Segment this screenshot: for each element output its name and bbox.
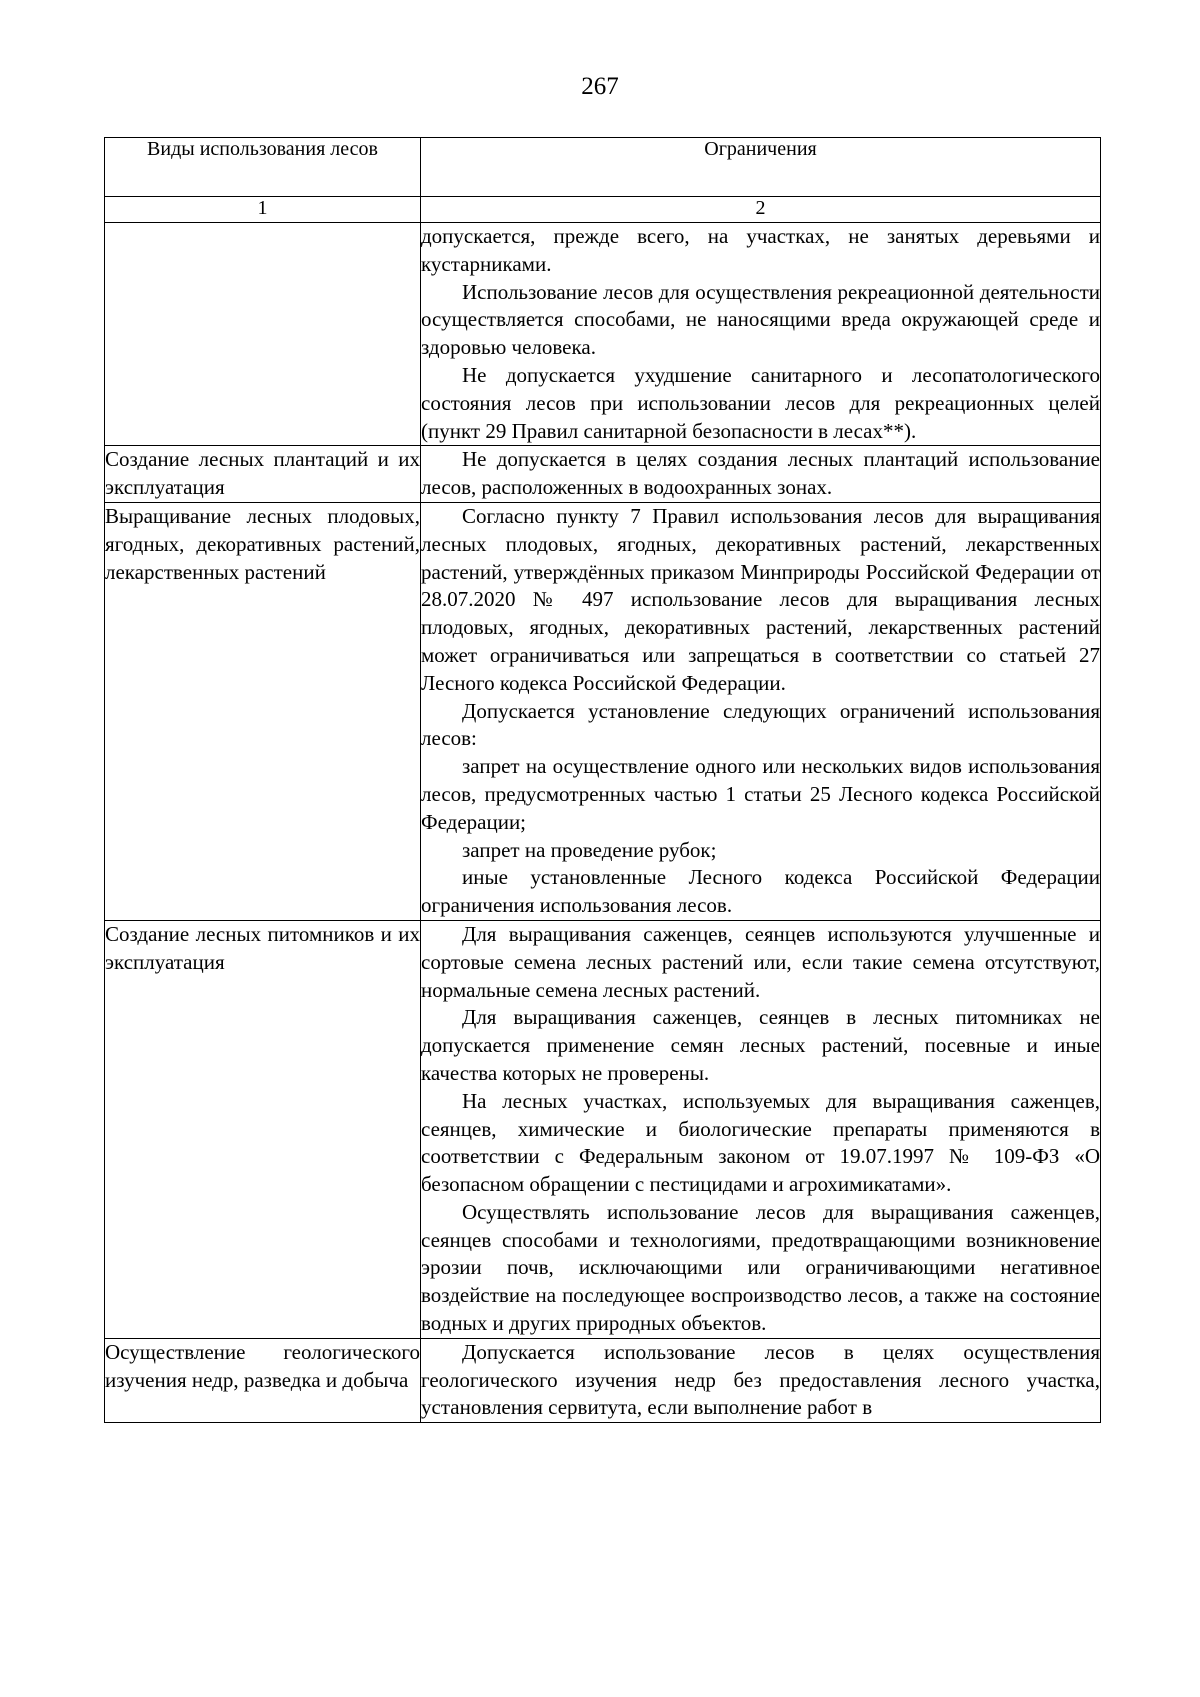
restriction-paragraph: Для выращивания саженцев, сеянцев используются улучшенные и сортовые семена лесных растений или, если такие семена отсутствуют, нормальные семена лесных растений. <box>421 921 1100 1002</box>
restrictions-cell <box>421 446 1101 503</box>
use-type-cell: Осуществление геологического изучения недр, разведка и добыча <box>105 1338 421 1422</box>
column-number-2: 2 <box>421 197 1101 223</box>
table-row <box>105 1338 1101 1422</box>
restriction-paragraph: Допускается использование лесов в целях осуществления геологического изучения недр без предоставления лесного участка, установления сервитута, если выполнение работ в <box>421 1339 1100 1420</box>
restriction-paragraph: иные установленные Лесного кодекса Российской Федерации ограничения использования лесов. <box>421 865 1100 918</box>
use-type-cell: Создание лесных питомников и их эксплуатация <box>105 920 421 1338</box>
use-type-cell: Выращивание лесных плодовых, ягодных, декоративных растений, лекарственных растений <box>105 502 421 920</box>
header-use-types: Виды использования лесов <box>105 138 421 197</box>
restriction-paragraph: Не допускается в целях создания лесных плантаций использование лесов, расположенных в водоохранных зонах. <box>421 447 1100 500</box>
table-row <box>105 223 1101 446</box>
header-restrictions: Ограничения <box>421 138 1101 197</box>
table-row <box>105 446 1101 503</box>
use-type-cell: Создание лесных плантаций и их эксплуатация <box>105 446 421 503</box>
restriction-paragraph: Не допускается ухудшение санитарного и лесопатологического состояния лесов при использовании лесов для рекреационных целей (пункт 29 Правил санитарной безопасности в лесах**). <box>421 362 1100 443</box>
restriction-paragraph: Для выращивания саженцев, сеянцев в лесных питомниках не допускается применение семян лесных растений, посевные и иные качества которых не проверены. <box>421 1005 1100 1085</box>
page-number: 267 <box>581 73 619 100</box>
use-type-cell <box>105 223 421 446</box>
restrictions-cell <box>421 920 1101 1338</box>
restriction-paragraph: запрет на проведение рубок; <box>462 837 717 862</box>
restriction-paragraph: допускается, прежде всего, на участках, не занятых деревьями и кустарниками. <box>421 224 1100 276</box>
restrictions-cell <box>421 223 1101 446</box>
restrictions-cell <box>421 502 1101 920</box>
restrictions-cell <box>421 1338 1101 1422</box>
table-row <box>105 502 1101 920</box>
restriction-paragraph: Осуществлять использование лесов для выращивания саженцев, сеянцев способами и технологиями, предотвращающими возникновение эрозии почв, исключающими или ограничивающими негативное воздействие на последующее воспроизводство лесов, а также на состояние водных и других природных объектов. <box>421 1199 1100 1336</box>
restriction-paragraph: На лесных участках, используемых для выращивания саженцев, сеянцев, химические и биологические препараты применяются в соответствии с Федеральным законом от 19.07.1997 № 109-ФЗ «О безопасном обращении с пестицидами и агрохимикатами». <box>421 1088 1100 1197</box>
restriction-paragraph: Допускается установление следующих ограничений использования лесов: <box>421 698 1100 751</box>
table-row <box>105 920 1101 1338</box>
restriction-paragraph: Использование лесов для осуществления рекреационной деятельности осуществляется способами, не наносящими вреда окружающей среде и здоровью человека. <box>421 279 1100 360</box>
restriction-paragraph: Согласно пункту 7 Правил использования лесов для выращивания лесных плодовых, ягодных, декоративных растений, лекарственных растений, утверждённых приказом Минприроды Российской Федерации от 28.07.2020 № 497 использование лесов для выращивания лесных плодовых, ягодных, декоративных растений, лекарственных растений может ограничиваться или запрещаться в соответствии со статьей 27 Лесного кодекса Российской Федерации. <box>421 503 1100 695</box>
column-number-row <box>105 197 1101 223</box>
column-number-1: 1 <box>105 197 421 223</box>
table-header-row <box>105 138 1101 197</box>
restriction-paragraph: запрет на осуществление одного или нескольких видов использования лесов, предусмотренных частью 1 статьи 25 Лесного кодекса Российской Федерации; <box>421 754 1100 834</box>
restrictions-table <box>104 137 1101 1423</box>
